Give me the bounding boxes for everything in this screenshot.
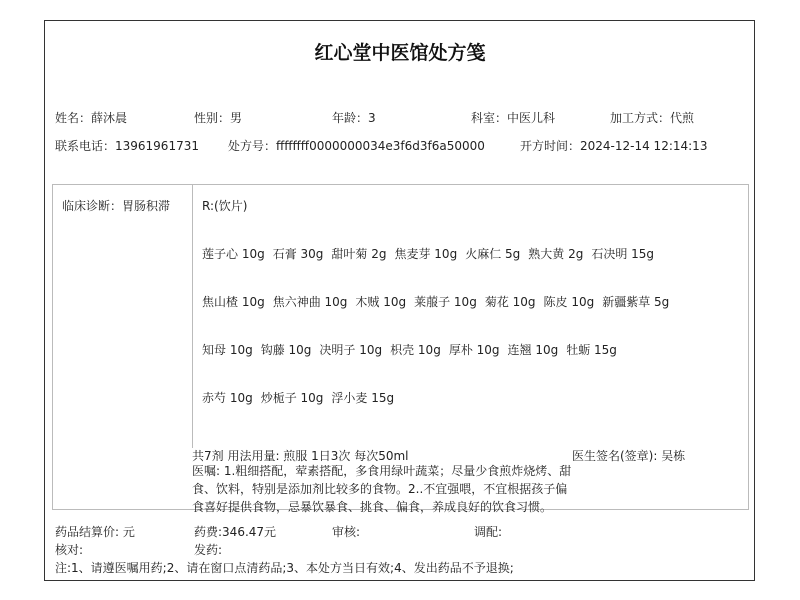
herb-item: 新疆紫草 5g: [602, 295, 670, 309]
medical-advice: 医嘱: 1.粗细搭配，荤素搭配，多食用绿叶蔬菜；尽量少食煎炸烧烤、甜食、饮料，特别是添加剂比较多的食物。2..不宜强喂，不宜根据孩子偏食喜好提供食物，忌暴饮暴食、挑食、偏食，养成良好的饮食习惯。: [192, 464, 572, 514]
rx-header: R:(饮片): [202, 199, 248, 213]
review-label: 审核:: [332, 525, 361, 539]
drug-settlement-price: 药品结算价: 元: [55, 525, 135, 539]
usage-dosage: 共7剂 用法用量: 煎服 1日3次 每次50ml: [192, 449, 409, 463]
herb-item: 决明子 10g: [319, 343, 383, 357]
herb-item: 莱菔子 10g: [414, 295, 477, 309]
herb-item: 焦山楂 10g: [202, 295, 265, 309]
herb-item: 枳壳 10g: [390, 343, 441, 357]
herb-item: 菊花 10g: [484, 295, 536, 309]
prescription-number: 处方号：ffffffff0000000034e3f6d3f6a50000: [228, 139, 485, 153]
herb-item: 连翘 10g: [507, 343, 559, 357]
herb-item: 石膏 30g: [272, 247, 324, 261]
herb-item: 火麻仁 5g: [465, 247, 521, 261]
herb-row-4: [202, 389, 402, 406]
dispense-label: 调配:: [474, 525, 503, 539]
footer-note: 注:1、请遵医嘱用药;2、请在窗口点清药品;3、本处方当日有效;4、发出药品不予退换;: [55, 561, 514, 575]
department: 科室：中医儿科: [471, 111, 556, 125]
herb-item: 赤芍 10g: [202, 391, 253, 405]
herb-item: 石决明 15g: [591, 247, 655, 261]
herb-item: 炒栀子 10g: [260, 391, 324, 405]
prescription-divider: [192, 184, 193, 448]
herb-item: 陈皮 10g: [543, 295, 595, 309]
herb-item: 熟大黄 2g: [528, 247, 584, 261]
patient-gender: 性别：男: [194, 111, 243, 125]
prescription-time: 开方时间：2024-12-14 12:14:13: [520, 139, 708, 153]
processing-method: 加工方式：代煎: [610, 111, 695, 125]
herb-item: 浮小麦 15g: [331, 391, 395, 405]
herb-item: 焦六神曲 10g: [272, 295, 348, 309]
doctor-signature: 医生签名(签章): 吴栋: [572, 449, 686, 463]
contact-phone: 联系电话：13961961731: [55, 139, 199, 153]
drug-fee: 药费:346.47元: [194, 525, 277, 539]
herb-item: 莲子心 10g: [202, 247, 265, 261]
check-label: 核对:: [55, 543, 84, 557]
patient-age: 年龄：3: [332, 111, 376, 125]
herb-row-3: [202, 341, 625, 358]
herb-item: 甜叶菊 2g: [331, 247, 387, 261]
herb-item: 牡蛎 15g: [566, 343, 617, 357]
clinical-diagnosis: 临床诊断：胃肠积滞: [62, 199, 171, 213]
issue-drug-label: 发药:: [194, 543, 223, 557]
herb-item: 钩藤 10g: [260, 343, 312, 357]
page-title: 红心堂中医馆处方笺: [314, 42, 486, 64]
patient-name: 姓名：薛沐晨: [55, 111, 128, 125]
herb-item: 焦麦芽 10g: [394, 247, 458, 261]
herb-item: 木贼 10g: [355, 295, 407, 309]
herb-row-1: [202, 245, 662, 262]
herb-row-2: [202, 293, 677, 310]
herb-item: 厚朴 10g: [448, 343, 500, 357]
herb-item: 知母 10g: [202, 343, 253, 357]
